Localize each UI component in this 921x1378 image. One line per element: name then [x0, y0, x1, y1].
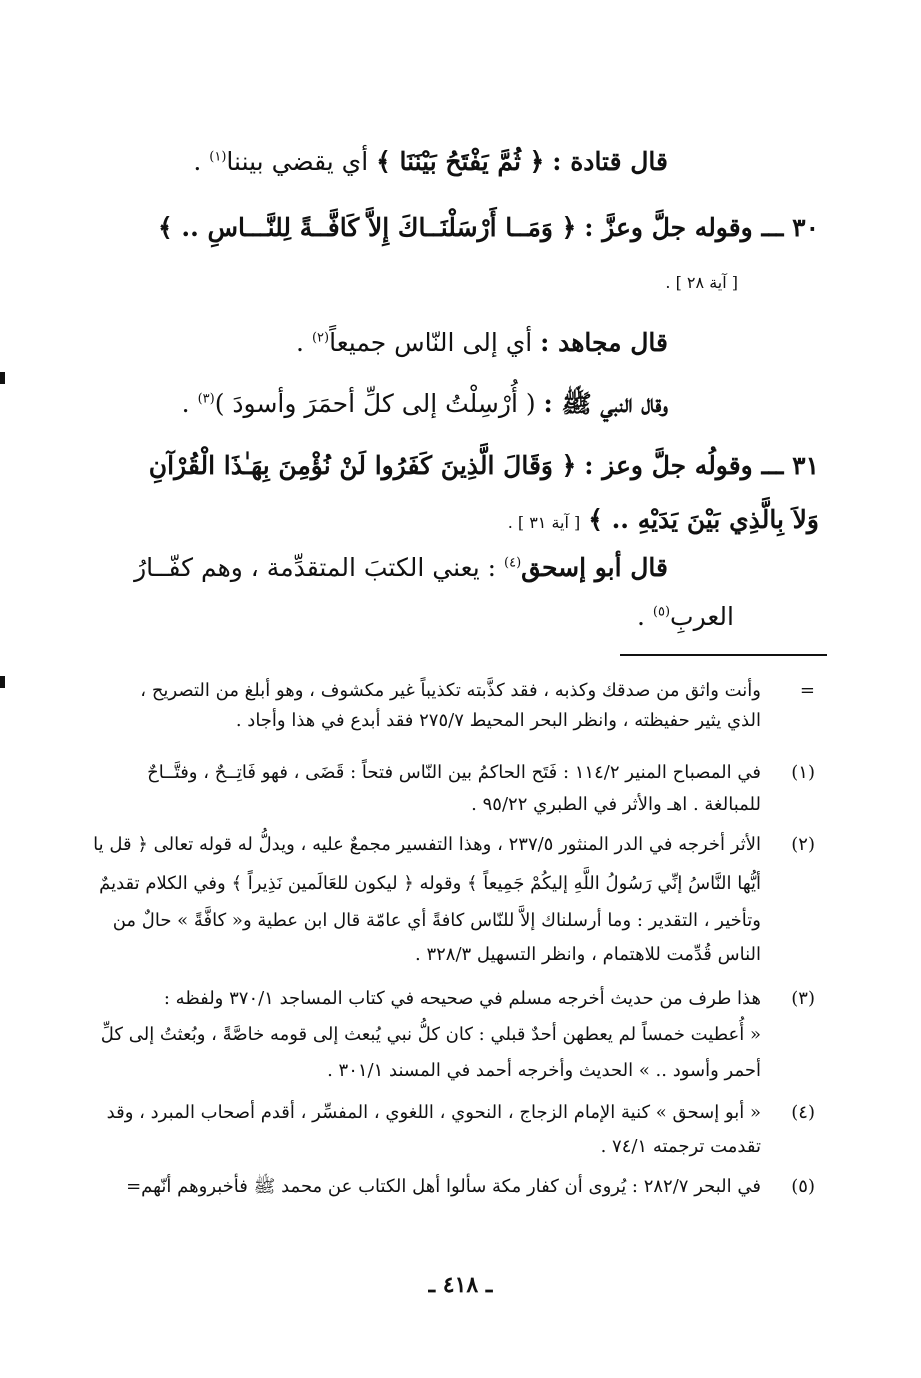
- footnote-line: تقدمت ترجمته ٧٤/١ .: [600, 1136, 761, 1157]
- main-line-5: [0, 384, 921, 424]
- main-line-2: [0, 208, 921, 248]
- footnote-line: وتأخير ، التقدير : وما أرسلناك إلاَّ للنّاس كافةً أي عامّة قال ابن عطية و« كافَّةً » حالٌ من: [112, 910, 761, 931]
- explanation: أي إلى النّاس جميعاً: [329, 328, 533, 357]
- footnote-number: (٥): [791, 1176, 815, 1197]
- footnote-line: الناس قُدِّمت للاهتمام ، وانظر التسهيل ٣٢٨/٣ .: [414, 944, 761, 965]
- quran-quote: ﴿ وَمَــا أَرْسَلْنَــاكَ إِلاَّ كَافَّــةً لِلنَّـــاسِ .. ﴾: [158, 213, 577, 242]
- footnote-line: الأثر أخرجه في الدر المنثور ٢٣٧/٥ ، وهذا التفسير مجمعٌ عليه ، ويدلُّ له قوله تعالى ﴿ قل يا: [93, 834, 761, 855]
- footnote-line: في المصباح المنير ١١٤/٢ : فَتَح الحاكمُ بين النّاس فتحاً : قَضَى ، فهو فَاتِــحٌ ، وفتَّــاحٌ: [147, 762, 761, 783]
- scan-mark: [0, 372, 5, 384]
- period: .: [296, 328, 304, 357]
- footnote-line: هذا طرف من حديث أخرجه مسلم في صحيحه في كتاب المساجد ٣٧٠/١ ولفظه :: [163, 988, 761, 1009]
- hadith-quote: ( أُرْسِلْتُ إلى كلِّ أحمَرَ وأسودَ ): [214, 389, 536, 418]
- quran-quote: ﴿ وَقَالَ الَّذِينَ كَفَرُوا لَنْ نُؤْمِنَ بِهَـٰذَا الْقُرْآنِ: [148, 451, 577, 480]
- period: .: [181, 389, 190, 418]
- footnote-line: أحمر وأسود .. » الحديث وأخرجه أحمد في المسند ٣٠١/١ .: [327, 1060, 761, 1081]
- footnote-ref: (٥): [652, 604, 671, 620]
- footnote-line: « أُعطيت خمساً لم يعطهن أحدٌ قبلي : كان كلُّ نبي يُبعث إلى قومه خاصَّةً ، وبُعثتُ إلى كلِّ: [100, 1024, 761, 1045]
- footnote-number: (٤): [791, 1102, 815, 1123]
- main-line-9: [0, 597, 921, 637]
- footnote-separator: [620, 654, 827, 656]
- footnote-ref: (٤): [504, 555, 522, 571]
- footnote-line: الذي يثير حفيظته ، وانظر البحر المحيط ٢٧٥/٧ فقد أبدع في هذا وأجاد .: [235, 710, 761, 731]
- footnote-ref: (٢): [311, 330, 330, 346]
- footnote-line: للمبالغة . اهـ والأثر في الطبري ٩٥/٢٢ .: [471, 794, 761, 815]
- verse-reference: [ آية ٣١ ] .: [507, 513, 581, 532]
- footnote-ref: (١): [209, 149, 227, 165]
- main-line-6: [0, 446, 921, 486]
- verse-heading: ٣٠ ـــ وقوله جلَّ وعزَّ :: [584, 213, 819, 242]
- quran-quote: وَلاَ بِالَّذِي بَيْنَ يَدَيْهِ .. ﴾: [588, 505, 819, 534]
- verse-heading: ٣١ ـــ وقولُه جلَّ وعز :: [584, 451, 819, 480]
- period: .: [193, 147, 202, 176]
- footnote-number: (٣): [791, 988, 815, 1009]
- main-line-1: [0, 142, 921, 182]
- speaker: قال أبو إسحق: [521, 553, 668, 582]
- main-line-7: [0, 500, 921, 543]
- speaker: قال قتادة :: [552, 147, 668, 176]
- main-line-3: [0, 268, 921, 298]
- verse-reference: [ آية ٢٨ ] .: [665, 273, 738, 292]
- speaker: قال مجاهد :: [540, 328, 668, 357]
- explanation: العربِ: [670, 602, 734, 631]
- footnote-line: وأنت واثق من صدقك وكذبه ، فقد كذَّبته تكذيباً غير مكشوف ، وهو أبلغ من التصريح ،: [140, 680, 761, 701]
- footnote-number: =: [799, 680, 815, 701]
- main-line-8: [0, 548, 921, 588]
- quran-quote: ﴿ ثُمَّ يَفْتَحُ بَيْنَنَا ﴾: [376, 147, 545, 176]
- footnote-number: (٢): [791, 834, 815, 855]
- footnote-line: أيُّها النَّاسُ إنِّي رَسُولُ اللَّهِ إليكُمْ جَمِيعاً ﴾ وقوله ﴿ ليكون للعَالَمين نَذِيراً ﴾ وفي الكلام تقديمٌ: [99, 873, 761, 894]
- footnote-ref: (٣): [197, 391, 215, 407]
- footnote-line: في البحر ٢٨٢/٧ : يُروى أن كفار مكة سألوا أهل الكتاب عن محمد ﷺ فأخبروهم أنّهم=: [126, 1176, 761, 1197]
- footnote-line: « أبو إسحق » كنية الإمام الزجاج ، النحوي ، اللغوي ، المفسِّر ، أقدم أصحاب المبرد ، وقد: [106, 1102, 761, 1123]
- page-number: ـ ٤١٨ ـ: [428, 1272, 493, 1298]
- explanation: أي يقضي بيننا: [226, 147, 369, 176]
- main-line-4: [0, 323, 921, 363]
- speaker: وقال النبي ﷺ :: [543, 389, 668, 418]
- explanation: : يعني الكتبَ المتقدِّمة ، وهم كفّــارُ: [134, 553, 497, 582]
- footnote-number: (١): [791, 762, 815, 783]
- scan-mark: [0, 676, 5, 688]
- period: .: [637, 602, 645, 631]
